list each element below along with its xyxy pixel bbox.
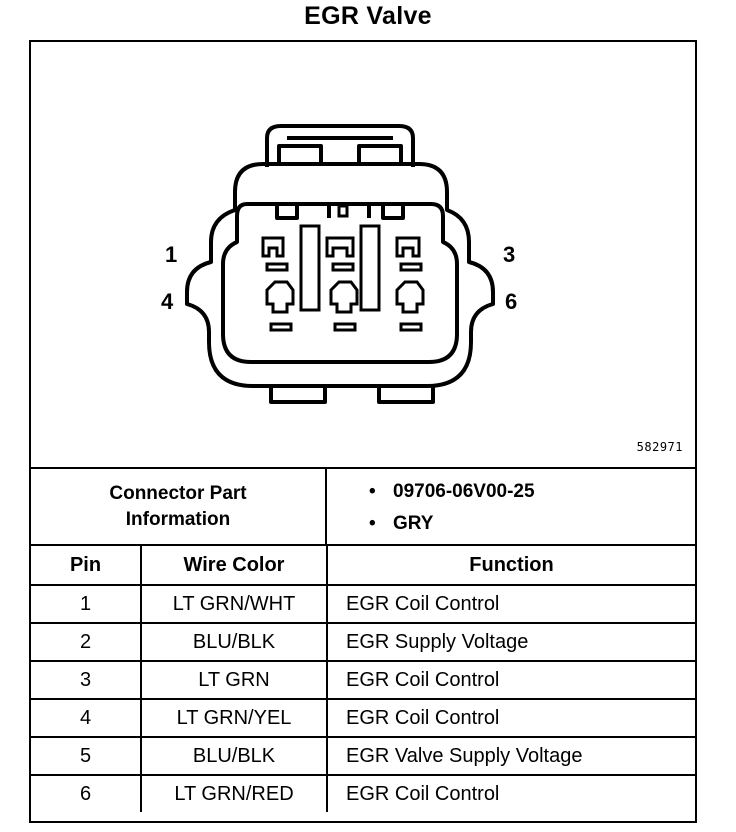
part-info-values [327, 469, 695, 544]
pin-cell: 3 [31, 661, 141, 699]
part-number [369, 481, 535, 503]
table-row [31, 699, 695, 737]
page-title: EGR Valve [304, 2, 432, 30]
wire-color-cell: BLU/BLK [141, 623, 327, 661]
table-header-row [31, 545, 695, 585]
pin-cell: 5 [31, 737, 141, 775]
part-info-label [31, 469, 327, 544]
function-cell: EGR Coil Control [327, 661, 695, 699]
table-row [31, 737, 695, 775]
connector-info-frame [29, 40, 697, 823]
pin-label-4: 4 [161, 289, 174, 314]
table-row [31, 661, 695, 699]
bullet-icon: • [369, 513, 376, 534]
wire-color-cell: BLU/BLK [141, 737, 327, 775]
pin-table [31, 544, 695, 812]
function-cell: EGR Valve Supply Voltage [327, 737, 695, 775]
table-row [31, 623, 695, 661]
function-cell: EGR Coil Control [327, 585, 695, 623]
header-function: Function [327, 545, 695, 585]
function-cell: EGR Supply Voltage [327, 623, 695, 661]
wire-color-cell: LT GRN/YEL [141, 699, 327, 737]
part-info-label-line1: Connector Part [109, 482, 247, 504]
pin-cell: 6 [31, 775, 141, 812]
pin-cell: 1 [31, 585, 141, 623]
connector-color-value: GRY [393, 513, 434, 534]
wire-color-cell: LT GRN [141, 661, 327, 699]
connector-diagram [31, 42, 695, 467]
connector-face-drawing [31, 42, 695, 467]
pin-label-6: 6 [505, 289, 518, 314]
figure-id: 582971 [636, 440, 683, 454]
connector-part-info [31, 467, 695, 544]
pin-cell: 2 [31, 623, 141, 661]
bullet-icon: • [369, 481, 376, 502]
table-row [31, 775, 695, 812]
wire-color-cell: LT GRN/RED [141, 775, 327, 812]
function-cell: EGR Coil Control [327, 699, 695, 737]
connector-color [369, 513, 433, 535]
part-info-label-line2: Information [125, 508, 231, 530]
header-wire-color: Wire Color [141, 545, 327, 585]
pin-label-1: 1 [165, 242, 178, 267]
wire-color-cell: LT GRN/WHT [141, 585, 327, 623]
table-row [31, 585, 695, 623]
part-number-value: 09706-06V00-25 [393, 481, 535, 502]
function-cell: EGR Coil Control [327, 775, 695, 812]
pin-label-3: 3 [503, 242, 516, 267]
pin-cell: 4 [31, 699, 141, 737]
header-pin: Pin [31, 545, 141, 585]
